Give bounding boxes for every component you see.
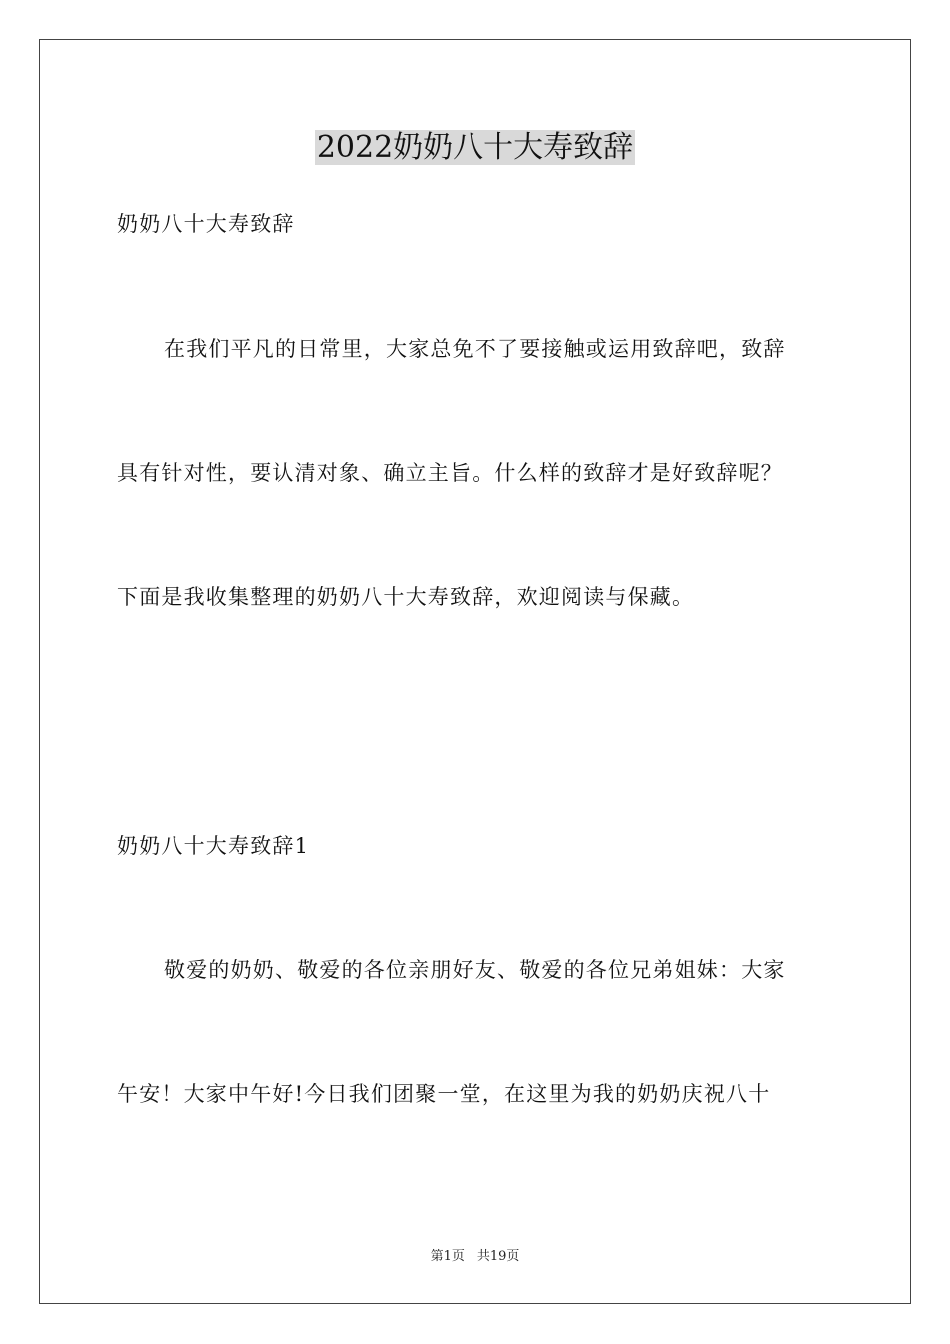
body-line: 下面是我收集整理的奶奶八十大寿致辞，欢迎阅读与保藏。: [117, 585, 695, 609]
total-pages: 共19页: [476, 1249, 520, 1264]
page-footer: [0, 1248, 950, 1266]
document-title-text: 2022奶奶八十大寿致辞: [316, 130, 634, 165]
subtitle-line: 奶奶八十大寿致辞: [117, 212, 295, 236]
body-line: 敬爱的奶奶、敬爱的各位亲朋好友、敬爱的各位兄弟姐妹：大家: [164, 958, 786, 982]
body-line: 具有针对性，要认清对象、确立主旨。什么样的致辞才是好致辞呢？: [117, 461, 783, 485]
document-title: [0, 128, 950, 168]
body-line: 在我们平凡的日常里，大家总免不了要接触或运用致辞吧，致辞: [164, 337, 786, 361]
page-number: 第1页: [430, 1249, 465, 1264]
body-line: 午安！大家中午好!今日我们团聚一堂，在这里为我的奶奶庆祝八十: [117, 1082, 771, 1106]
section-heading: 奶奶八十大寿致辞1: [117, 834, 310, 858]
